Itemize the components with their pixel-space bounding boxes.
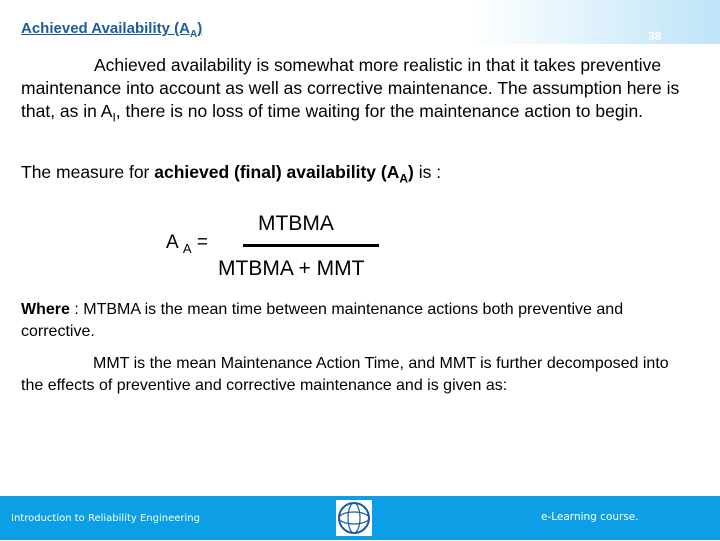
paragraph-where: Where : MTBMA is the mean time between maintenance actions both preventive and corrective. [21, 301, 624, 340]
paragraph-mmt: MMT is the mean Maintenance Action Time, and MMT is further decomposed into the effects of preventive and corrective maintenance and is given as: [21, 355, 669, 394]
formula-denominator: MTBMA + MMT [218, 257, 365, 280]
footer-elearning: e-Learning course. [541, 511, 639, 523]
formula-lhs: A $_A$ = [166, 232, 208, 256]
footer-course-title: Introduction to Reliability Engineering [11, 513, 200, 524]
fraction-line [243, 244, 379, 247]
paragraph-measure: The measure for achieved (final) availability $(A_A)$ is : [21, 162, 442, 186]
header-band [470, 0, 720, 44]
cern-logo-icon [336, 500, 372, 536]
paragraph-intro: Achieved availability is somewhat more realistic in that it takes preventive maintenance into account as well as corrective maintenance. The assumption here is that, as in $A_I$, there is no loss of time waiting for the maintenance action to begin. [21, 55, 680, 125]
footer-bar [0, 496, 720, 540]
slide-title: Achieved Availability $(A_A)$ [21, 20, 203, 40]
page-number: 38 [648, 29, 662, 43]
formula-numerator: MTBMA [258, 212, 334, 235]
